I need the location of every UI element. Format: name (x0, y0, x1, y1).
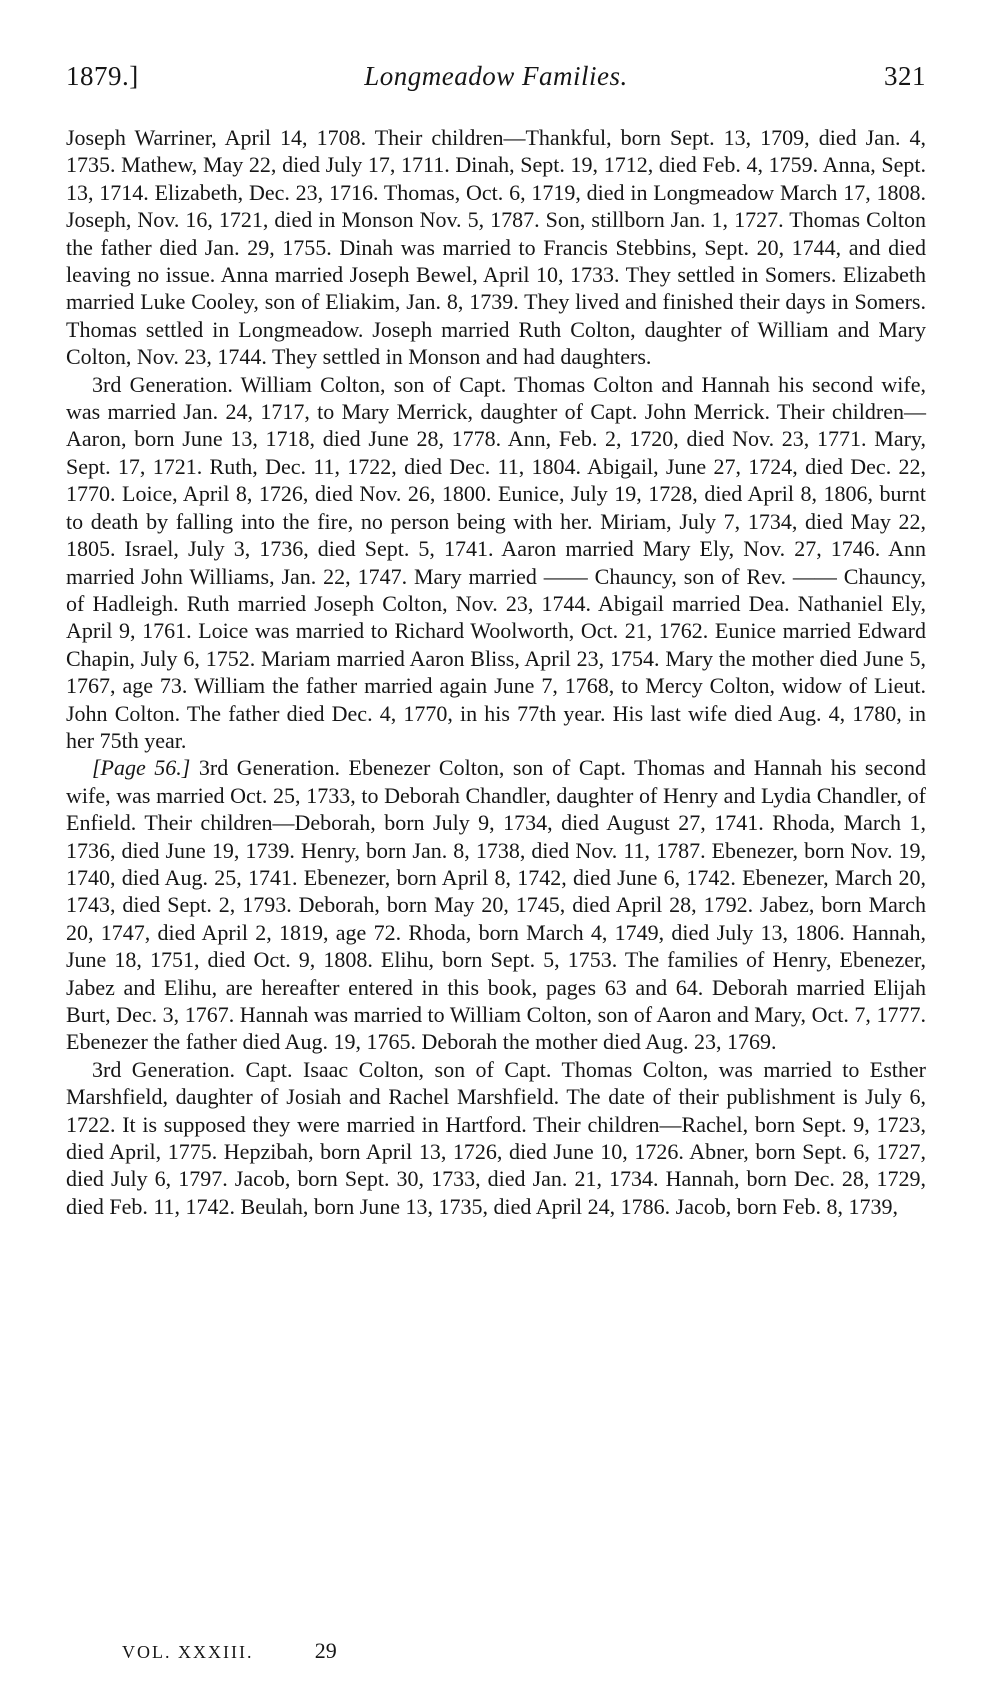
body-text (66, 124, 926, 1220)
document-page (66, 0, 926, 1693)
page-reference: [Page 56.] (92, 755, 191, 781)
header-title: Longmeadow Families. (364, 61, 628, 91)
running-head (66, 58, 926, 94)
page-footer (122, 1637, 337, 1666)
volume-label: VOL. XXXIII. (122, 1642, 254, 1662)
signature-mark: 29 (314, 1638, 337, 1663)
paragraph-william-colton: 3rd Generation. William Colton, son of Capt. Thomas Colton and Hannah his second wife, was married Jan. 24, 1717, to Mary Merrick, daughter of Capt. John Merrick. Their children—Aaron, born June 13, 1718, died June 28, 1778. Ann, Feb. 2, 1720, died Nov. 23, 1771. Mary, Sept. 17, 1721. Ruth, Dec. 11, 1722, died Dec. 11, 1804. Abigail, June 27, 1724, died Dec. 22, 1770. Loice, April 8, 1726, died Nov. 26, 1800. Eunice, July 19, 1728, died April 8, 1806, burnt to death by falling into the fire, no person being with her. Miriam, July 7, 1734, died May 22, 1805. Israel, July 3, 1736, died Sept. 5, 1741. Aaron married Mary Ely, Nov. 27, 1746. Ann married John Williams, Jan. 22, 1747. Mary married —— Chauncy, son of Rev. —— Chauncy, of Hadleigh. Ruth married Joseph Colton, Nov. 23, 1744. Abigail married Dea. Nathaniel Ely, April 9, 1761. Loice was married to Richard Woolworth, Oct. 21, 1762. Eunice married Edward Chapin, July 6, 1752. Mariam married Aaron Bliss, April 23, 1754. Mary the mother died June 5, 1767, age 73. William the father married again June 7, 1768, to Mercy Colton, widow of Lieut. John Colton. The father died Dec. 4, 1770, in his 77th year. His last wife died Aug. 4, 1780, in her 75th year. (66, 371, 926, 753)
paragraph-warriner-children: Joseph Warriner, April 14, 1708. Their children—Thankful, born Sept. 13, 1709, died Jan. 4, 1735. Mathew, May 22, died July 17, 1711. Dinah, Sept. 19, 1712, died Feb. 4, 1759. Anna, Sept. 13, 1714. Elizabeth, Dec. 23, 1716. Thomas, Oct. 6, 1719, died in Longmeadow March 17, 1808. Joseph, Nov. 16, 1721, died in Monson Nov. 5, 1787. Son, stillborn Jan. 1, 1727. Thomas Colton the father died Jan. 29, 1755. Dinah was married to Francis Stebbins, Sept. 20, 1744, and died leaving no issue. Anna married Joseph Bewel, April 10, 1733. They settled in Somers. Elizabeth married Luke Cooley, son of Eliakim, Jan. 8, 1739. They lived and finished their days in Somers. Thomas settled in Longmeadow. Joseph married Ruth Colton, daughter of William and Mary Colton, Nov. 23, 1744. They settled in Monson and had daughters. (66, 125, 926, 370)
header-year: 1879.] (66, 61, 139, 91)
paragraph-ebenezer-colton (66, 754, 926, 1055)
paragraph-isaac-colton: 3rd Generation. Capt. Isaac Colton, son of Capt. Thomas Colton, was married to Esther Marshfield, daughter of Josiah and Rachel Marshfield. The date of their publishment is July 6, 1722. It is supposed they were married in Hartford. Their children—Rachel, born Sept. 9, 1723, died April, 1775. Hepzibah, born April 13, 1726, died June 10, 1726. Abner, born Sept. 6, 1727, died July 6, 1797. Jacob, born Sept. 30, 1733, died Jan. 21, 1734. Hannah, born Dec. 28, 1729, died Feb. 11, 1742. Beulah, born June 13, 1735, died April 24, 1786. Jacob, born Feb. 8, 1739, (66, 1056, 926, 1219)
paragraph-ebenezer-colton-text: 3rd Generation. Ebenezer Colton, son of Capt. Thomas and Hannah his second wife, was married Oct. 25, 1733, to Deborah Chandler, daughter of Henry and Lydia Chandler, of Enfield. Their children—Deborah, born July 9, 1734, died August 27, 1741. Rhoda, March 1, 1736, died June 19, 1739. Henry, born Jan. 8, 1738, died Nov. 11, 1787. Ebenezer, born Nov. 19, 1740, died Aug. 25, 1741. Ebenezer, born April 8, 1742, died June 6, 1742. Ebenezer, March 20, 1743, died Sept. 2, 1793. Deborah, born May 20, 1745, died April 28, 1792. Jabez, born March 20, 1747, died April 2, 1819, age 72. Rhoda, born March 4, 1749, died July 13, 1806. Hannah, June 18, 1751, died Oct. 9, 1808. Elihu, born Sept. 5, 1753. The families of Henry, Ebenezer, Jabez and Elihu, are hereafter entered in this book, pages 63 and 64. Deborah married Elijah Burt, Dec. 3, 1767. Hannah was married to William Colton, son of Aaron and Mary, Oct. 7, 1777. Ebenezer the father died Aug. 19, 1765. Deborah the mother died Aug. 23, 1769. (66, 755, 927, 1055)
page-number: 321 (884, 61, 926, 91)
